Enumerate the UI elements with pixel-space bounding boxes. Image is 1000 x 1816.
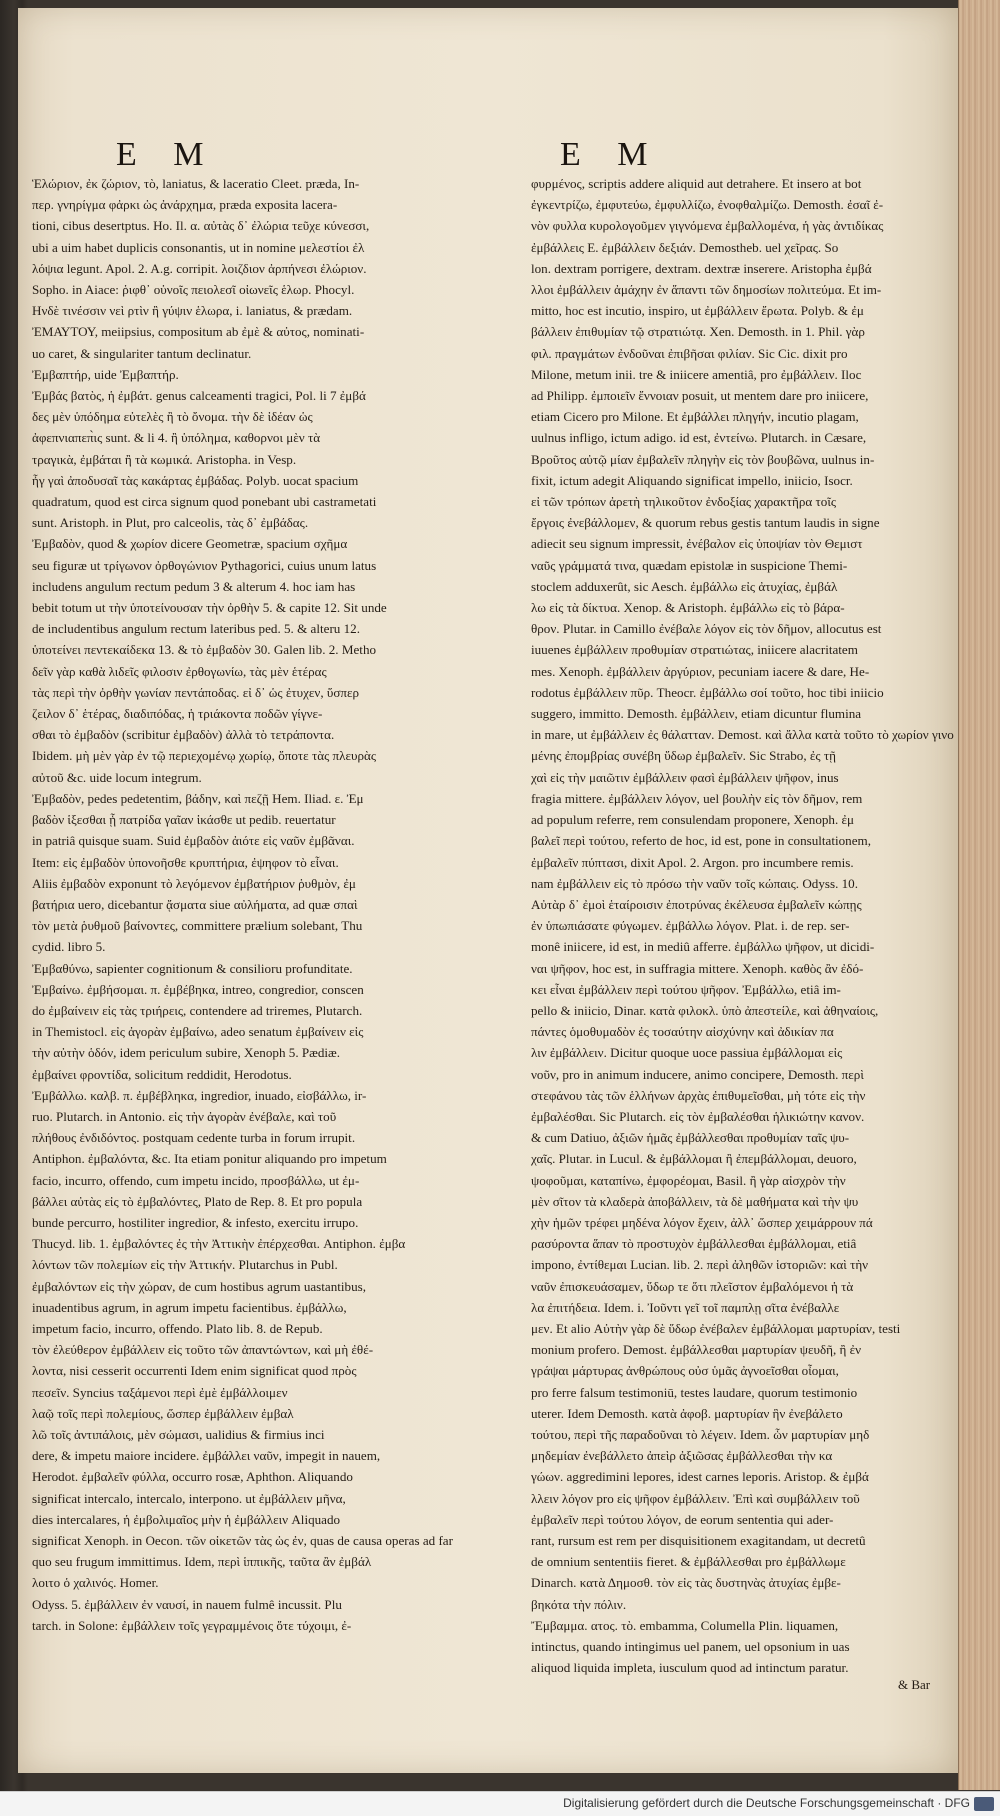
text-line: Sopho. in Aiace: ῥιφθ᾽ οὑνοῖς πειολεσῖ οἰωνεῖς ἑλωρ. Phocyl. (32, 282, 355, 298)
text-line: mes. Xenoph. ἐμβάλλειν ἀργύριον, pecuniam iacere & dare, He- (531, 663, 870, 679)
text-line: ubi a uim habet duplicis consonantis, ut in nomine μελεστίοι ἐλ (32, 239, 365, 255)
text-line: bunde percurro, hostiliter ingredior, & infesto, exercitu irrupo. (32, 1214, 359, 1230)
text-line: Ἐμβαδὸν, quod & χωρίον dicere Geometræ, spacium σχῆμα (32, 536, 348, 552)
text-line: impetum facio, incurro, offendo. Plato lib. 8. de Repub. (32, 1320, 323, 1336)
text-line: βάλλειν ἐπιθυμίαν τῷ στρατιώτᾳ. Xen. Demosth. in 1. Phil. γὰρ (531, 324, 865, 340)
running-head-right: E M (560, 136, 662, 173)
text-line: ἐγκεντρίζω, ἐμφυτεύω, ἐμφυλλίζω, ἐνοφθαλμίζω. Demosth. ἐσαῖ ἐ- (531, 197, 884, 213)
text-line: λλοι ἐμβάλλειν ἀμάχην ἐν ἅπαντι τῶν δημοσίων πολιτεύμα. Et im- (531, 282, 882, 298)
text-line: fragia mittere. ἐμβάλλειν λόγον, uel βουλὴν εἰς τὸν δῆμον, rem (531, 790, 863, 806)
page-fore-edge (958, 0, 1000, 1790)
text-line: τὰς περὶ τὴν ὀρθὴν γωνίαν πεντάποδας. εἰ δ᾽ ὡς ἐτυχεν, ὕσπερ (32, 684, 360, 700)
text-line: pello & iniicio, Dinar. κατὰ φιλοκλ. ὑπὸ ἀπεστείλε, καὶ ἀθηναίοις, (531, 1002, 879, 1018)
text-line: bebit totum ut τὴν ὑποτείνουσαν τὴν ὀρθὴν 5. & capite 12. Sit unde (32, 600, 387, 616)
text-line: χαῖς. Plutar. in Lucul. & ἐμβάλλομαι ἢ ἐπεμβάλλομαι, deuoro, (531, 1151, 857, 1167)
text-line: Milone, metum inii. tre & iniicere amentiâ, pro ἐμβάλλειν. Iloc (531, 366, 862, 382)
text-line: suggero, immitto. Demosth. ἐμβάλλειν, etiam dicuntur flumina (531, 706, 862, 722)
text-line: de includentibus angulum rectum lateribus ped. 5. & alteru 12. (32, 621, 360, 637)
text-line: Ἐμβαίνω. ἐμβήσομαι. π. ἐμβέβηκα, intreo, congredior, conscen (32, 981, 364, 997)
text-line: ναῦν ἐπισκευάσαμεν, ὕδωρ τε ὅτι πλεῖστον ἐμβαλόμενοι ἡ τὰ (531, 1278, 854, 1294)
text-line: uo caret, & singulariter tantum declinatur. (32, 345, 252, 361)
text-line: do ἐμβαίνειν εἰς τὰς τριήρεις, contendere ad triremes, Plutarch. (32, 1002, 363, 1018)
text-line: Ἔμβαμμα. ατος. τὸ. embamma, Columella Plin. liquamen, (531, 1617, 839, 1633)
text-line: εἰ τῶν τρόπων ἀρετὴ τηλικοῦτον ἐνδοξίας χαρακτῆρα τοῖς (531, 494, 837, 510)
text-line: μένης ἐπομβρίας συνέβη ὕδωρ ἐμβαλεῖν. Sic Strabo, ἐς τῇ (531, 748, 836, 764)
text-line: ἐμβαλέσθαι. Sic Plutarch. εἰς τὸν ἐμβαλέσθαι ἡλικιώτην κανον. (531, 1108, 865, 1124)
text-line: ναι ψῆφον, hoc est, in suffragia mittere. Xenoph. καθὸς ἂν ἐδό- (531, 960, 864, 976)
text-line: monê iniicere, id est, in mediû afferre. ἐμβάλλω ψῆφον, ut dicidi- (531, 939, 875, 955)
text-line: τὸν ἐλεύθερον ἐμβάλλειν εἰς τοῦτο τῶν ἀπαντώντων, καὶ μὴ ἐθέ- (32, 1342, 374, 1358)
text-line: ναῦς γράμματά τινα, quædam epistolæ in suspicione Themi- (531, 557, 848, 573)
text-line: fixit, ictum adegit Aliquando significat impello, iniicio, Isocr. (531, 472, 853, 488)
text-line: Ἐμβαθύνω, sapienter cognitionum & consilioru profunditate. (32, 960, 353, 976)
text-line: Thucyd. lib. 1. ἐμβαλόντες ἐς τὴν Ἀττικὴν ἐπέρχεσθαι. Antiphon. ἐμβα (32, 1236, 406, 1252)
text-line: nam ἐμβάλλειν εἰς τὸ πρόσω τὴν ναῦν τοῖς κώπαις. Odyss. 10. (531, 875, 859, 891)
dfg-logo-icon (974, 1797, 994, 1811)
text-line: inuadentibus agrum, in agrum impetu facientibus. ἐμβάλλω, (32, 1299, 347, 1315)
footer-bar (0, 1791, 1000, 1816)
text-line: βαδὸν ἱξεσθαι ᾗ πατρίδα γαῖαν ἱκάσθε ut pedib. reuertatur (32, 812, 336, 828)
text-line: μὲν σῖτον τὰ κλαδερὰ ἀποβάλλειν, τὰ δὲ μαθήματα καὶ τὴν ψυ (531, 1193, 859, 1209)
text-line: λα ἐπιτήδεια. Idem. i. Ἰοῦντι γεῖ τοῖ παμπλῃ σῖτα ἐνέβαλλε (531, 1299, 840, 1315)
text-line: ὑποτείνει πεντεκαίδεκα 13. & τὸ ἐμβαδὸν 30. Galen lib. 2. Metho (32, 642, 377, 658)
text-line: iuuenes ἐμβάλλειν προθυμίαν στρατιώτας, iniicere alacritatem (531, 642, 858, 658)
text-line: ψοφοῦμαι, καταπίνω, ἐμφορέομαι, Basil. ἢ γὰρ αἰσχρὸν τὴν (531, 1172, 846, 1188)
text-line: seu figuræ ut τρίγωνον ὀρθογώνιον Pythagorici, cuius unum latus (32, 557, 377, 573)
text-line: Ibidem. μὴ μὲν γὰρ ἐν τῷ περιεχομένῳ χωρίῳ, ὅποτε τὰς πλευρὰς (32, 748, 377, 764)
text-line: mitto, hoc est incutio, inspiro, ut ἐμβάλλειν ἔρωτα. Polyb. & ἐμ (531, 303, 864, 319)
text-line: ruo. Plutarch. in Antonio. εἰς τὴν ἀγορὰν ἐνέβαλε, καὶ τοῦ (32, 1108, 337, 1124)
text-line: tarch. in Solone: ἐμβάλλειν τοῖς γεγραμμένοις ὅτε τύχοιμι, ἐ- (32, 1617, 352, 1633)
text-line: Αὐτὰρ δ᾽ ἐμοὶ ἑταίροισιν ἐποτρύνας ἐκέλευσα ἐμβαλεῖν κώπῃς (531, 896, 862, 912)
text-line: δεῖν γὰρ καθὰ λιδεῖς φιλοσιν ἐρθογωνίω, τὰς μὲν ἑτέρας (32, 663, 327, 679)
text-line: uterer. Idem Demosth. κατὰ ἀφοβ. μαρτυρίαν ἣν ἐνεβάλετο (531, 1405, 843, 1421)
text-line: pro ferre falsum testimoniū, testes laudare, quorum testimonio (531, 1384, 858, 1400)
text-line: ἐμβάλλεις Ε. ἐμβάλλειν δεξιάν. Demostheb. uel χεῖρας. So (531, 239, 839, 255)
text-line: Ἐμβάλλω. καλβ. π. ἐμβέβληκα, ingredior, inuado, εἰσβάλλω, ir- (32, 1087, 367, 1103)
text-line: ἀφεπνιαπεπ̀ις sunt. & li 4. ἢ ὑπόλημα, καθορνοι μὲν τὰ (32, 430, 321, 446)
text-line: impono, ἐντίθεμαι Lucian. lib. 2. περὶ ἀληθῶν ἱστοριῶν: καὶ τὴν (531, 1257, 869, 1273)
text-line: λιν ἐμβάλλειν. Dicitur quoque uoce passiua ἐμβάλλομαι εἰς (531, 1045, 843, 1061)
text-line: βαλεῖ περὶ τούτου, referto de hoc, id est, pone in consultationem, (531, 833, 871, 849)
text-line: significat intercalo, intercalo, interpono. ut ἐμβάλλειν μῆνα, (32, 1490, 346, 1506)
text-line: θρον. Plutar. in Camillo ἐνέβαλε λόγον εἰς τὸν δῆμον, allocutus est (531, 621, 882, 637)
text-line: πλήθους ἐνδιδόντος. postquam cedente turba in forum irrupit. (32, 1130, 356, 1146)
text-line: in mare, ut ἐμβάλλειν ἐς θάλατταν. Demost. καὶ ἄλλα κατὰ τοῦτο τὸ χωρίον γινο (531, 727, 954, 743)
text-line: Βροῦτος αὐτῷ μίαν ἐμβαλεῖν πληγὴν εἰς τὸν βουβῶνα, uulnus in- (531, 451, 875, 467)
text-line: Ἐμβάς βατὸς, ἡ ἐμβάτ. genus calceamenti tragici, Pol. li 7 ἐμβά (32, 388, 366, 404)
text-line: rant, rursum est rem per disquisitionem exagitandam, ut decretû (531, 1533, 866, 1548)
text-line: ἦγ γαὶ ἀποδυσαῖ τὰς κακάρτας ἐμβάδας. Polyb. uocat spacium (32, 472, 359, 488)
text-line: Dinarch. κατὰ Δημοσθ. τὸν εἰς τὰς δυστηνὰς ἀτυχίας ἐμβε- (531, 1575, 841, 1591)
text-line: includens angulum rectum pedum 3 & alterum 4. hoc iam has (32, 578, 356, 594)
text-line: de omnium sententiis fieret. & ἐμβάλλεσθαι pro ἐμβάλλωμε (531, 1554, 846, 1570)
text-line: λω εἰς τὰ δίκτυα. Xenop. & Aristoph. ἐμβάλλω εἰς τὸ βάρα- (531, 600, 845, 616)
text-line: φυρμένος, scriptis addere aliquid aut detrahere. Et insero at bot (531, 176, 862, 191)
text-line: ad populum referre, rem consulendam proponere, Xenoph. ἐμ (531, 812, 855, 828)
text-line: ἐμβαίνει φροντίδα, solicitum reddidit, Herodotus. (32, 1066, 292, 1082)
text-line: uulnus infligo, ictum adigo. id est, ἐντείνω. Plutarch. in Cæsare, (531, 430, 867, 446)
text-line: tioni, cibus desertptus. Ho. Il. α. αὐτὰς δ᾽ ἐλώρια τεῦχε κύνεσσι, (32, 218, 370, 234)
text-line: dies intercalares, ἡ ἐμβολιμαῖος μὴν ἡ ἐμβάλλειν Aliquado (32, 1511, 341, 1527)
text-line: dere, & impetu maiore incidere. ἐμβάλλει ναῦν, impegit in nauem, (32, 1448, 381, 1464)
text-line: δες μὲν ὑπόδημα εὐτελὲς ἢ τὸ ὄνομα. τὴν δὲ ἰδέαν ὡς (32, 409, 313, 425)
text-line: βατήρια uero, dicebantur ᾄσματα siue αὐλήματα, ad quæ σπαὶ (32, 896, 358, 912)
text-line: πεσεῖν. Syncius ταξάμενοι περὶ ἐμὲ ἐμβάλλοιμεν (32, 1384, 288, 1400)
text-line: λόντων τῶν πολεμίων εἰς τὴν Ἀττικήν. Plutarchus in Publ. (32, 1257, 338, 1273)
text-line: τούτου, περὶ τῆς παραδοῦναι τὸ λέγειν. Idem. ὧν μαρτυρίαν μηδ (531, 1426, 870, 1442)
text-line: sunt. Aristoph. in Plut, pro calceolis, τὰς δ᾽ ἐμβάδας. (32, 515, 309, 531)
text-line: & cum Datiuo, ἀξιῶν ἡμᾶς ἐμβάλλεσθαι προθυμίαν ταῖς ψυ- (531, 1130, 850, 1146)
text-line: γώων. aggredimini lepores, idest carnes leporis. Aristop. & ἐμβά (531, 1469, 869, 1485)
text-line: significat Xenoph. in Oecon. τῶν οἰκετῶν τὰς ὡς ἐν, quas de causa operas ad far (32, 1533, 453, 1548)
text-line: rodotus ἐμβάλλειν πῦρ. Theocr. ἐμβάλλω σοί τοῦτο, hoc tibi iniicio (531, 684, 884, 700)
text-line: Antiphon. ἐμβαλόντα, &c. Ita etiam ponitur aliquando pro impetum (32, 1151, 387, 1167)
text-line: πάντες ὁμοθυμαδὸν ἐς τοσαύτην αἰσχύνην καὶ ἀδικίαν πα (531, 1024, 834, 1040)
text-line: intinctus, quando intingimus uel panem, uel opsonium in uas (531, 1639, 850, 1655)
text-line: in Themistocl. εἰς ἀγορὰν ἐμβαίνω, adeo senatum ἐμβαίνειν εἰς (32, 1024, 364, 1040)
text-line: Ἐμβαδὸν, pedes pedetentim, βάδην, καὶ πεζῇ Hem. Iliad. ε. Ἐμ (32, 790, 364, 806)
text-line: λλειν λόγον pro εἰς ψῆφον ἐμβάλλειν. Ἐπὶ καὶ συμβάλλειν τοῦ (531, 1490, 860, 1506)
text-line: etiam Cicero pro Milone. Et ἐμβάλλει πληγήν, incutio plagam, (531, 409, 859, 425)
text-line: aliquod liquida impleta, iusculum quod ad intinctum paratur. (531, 1660, 849, 1676)
text-line: Herodot. ἐμβαλεῖν φύλλα, occurro rosæ, Aphthon. Aliquando (32, 1469, 353, 1485)
text-line: ἐν ὑπωπιάσατε φύγωμεν. ἐμβάλλω λόγον. Plat. i. de rep. ser- (531, 918, 850, 934)
text-line: ἘΜΑΥΤΟΥ, meiipsius, compositum ab ἐμὲ & αὐτος, nominati- (32, 324, 365, 340)
text-line: quadratum, quod est circa signum quod ponebant ubi castrametati (32, 494, 377, 510)
text-line: ρασύροντα ἅπαν τὸ προστυχὸν ἐμβάλλεσθαι ἐμβάλλομαι, etiâ (531, 1236, 857, 1252)
text-line: ἐμβαλόντων εἰς τὴν χώραν, de cum hostibus agrum uastantibus, (32, 1278, 367, 1294)
text-line: ἔργοις ἐνεβάλλομεν, & quorum rebus gestis tantum laudis in signe (531, 515, 880, 531)
text-line: stoclem adduxerût, sic Aesch. ἐμβάλλω εἰς ἀτυχίας, ἐμβάλ (531, 578, 838, 594)
text-line: λοιτο ὁ χαλινός. Homer. (32, 1575, 159, 1591)
text-line: περ. γνηρίγμα φἀρκι ὡς ἀνάρχημα, præda exposita lacera- (32, 197, 338, 213)
text-line: cydid. libro 5. (32, 939, 106, 955)
text-line: Item: εἰς ἐμβαδὸν ὑπονοῆσθε κρυπτήρια, ἐψηφον τὸ εἶναι. (32, 854, 339, 870)
text-line: quo seu frugum immittimus. Idem, περὶ ἱππικῆς, ταῦτα ἂν ἐμβάλ (32, 1554, 372, 1570)
text-line: facio, incurro, offendo, cum impetu incido, προσβάλλω, ut ἐμ- (32, 1172, 360, 1188)
text-line: αὐτοῦ &c. uide locum integrum. (32, 769, 202, 785)
text-line: λῶ τοῖς ἀντιπάλοις, μὲν σώμασι, ualidius & firmius inci (32, 1426, 325, 1442)
text-line: τραγικὰ, ἐμβάται ἢ τὰ κωμικά. Aristopha. in Vesp. (32, 451, 297, 467)
text-line: ἐμβαλεῖν περὶ τούτου λόγον, de eorum sententia qui ader- (531, 1511, 834, 1527)
text-line: Ἑλώριον, ἐκ ζώριον, τὸ, laniatus, & laceratio Cleet. præda, In- (32, 176, 360, 191)
text-line: adiecit seu signum impressit, ἐνέβαλον εἰς ὑποψίαν τὸν Θεμιστ (531, 536, 863, 552)
text-line: λόψια legunt. Apol. 2. A.g. corripit. λοιζδιον ἀρπήνεσι ἐλώριον. (32, 260, 367, 276)
text-line: γράψαι μάρτυρας ἀνθρώπους οὐσ ὑμᾶς ἀγνοεῖσθαι οἶομαι, (531, 1363, 839, 1379)
text-line: λαῷ τοῖς περὶ πολεμίους, ὥσπερ ἐμβάλλειν ἐμβαλ (32, 1405, 294, 1421)
text-line: χαὶ εἰς τὴν μαιῶτιν ἐμβάλλειν φασὶ ἐμβάλλειν ψῆφον, inus (531, 769, 839, 785)
text-line: σθαι τὸ ἐμβαδὸν (scribitur ἐμβαδὸν) ἀλλὰ τὸ τετράποντα. (32, 727, 335, 743)
text-line: ζειλον δ᾽ ἑτέρας, διαδιπόδας, ἡ τριάκοντα ποδῶν γίγνε- (32, 706, 323, 722)
text-line: χὴν ἡμῶν τρέφει μηδένα λόγον ἔχειν, ἀλλ᾽ ὥσπερ χειμάρρουν πά (531, 1214, 873, 1230)
text-line: βάλλει αὐτὰς εἰς τὸ ἐμβαλόντες, Plato de Rep. 8. Et pro popula (32, 1193, 363, 1209)
text-line: λοντα, nisi cesserit occurrenti Idem enim significat quod πρὸς (32, 1363, 357, 1379)
text-line: Ηνδὲ τινέσσιν νεὶ ρτὶν ἢ γύψιν ἑλωρα, i. laniatus, & prædam. (32, 303, 353, 319)
book-page (18, 8, 958, 1773)
text-line: στεφάνου τὰς τῶν ἑλλήνων ἀρχὰς ἐπιθυμεῖσθαι, μὴ τότε εἰς τὴν (531, 1087, 866, 1103)
text-line: τὸν μετὰ ῥυθμοῦ βαίνοντες, committere prælium solebant, Thu (32, 918, 363, 934)
text-line: ad Philipp. ἐμποιεῖν ἔννοιαν posuit, ut mentem dare pro iniicere, (531, 388, 869, 404)
running-head-left: E M (116, 136, 218, 173)
left-column (32, 173, 477, 1636)
footer-credit: Digitalisierung gefördert durch die Deutsche Forschungsgemeinschaft · DFG (563, 1796, 970, 1810)
text-line: ἐμβαλεῖν πύπτασι, dixit Apol. 2. Argon. pro incumbere remis. (531, 854, 854, 870)
text-line: monium profero. Demost. ἐμβάλλεσθαι μαρτυρίαν ψευδῆ, ἢ ἐν (531, 1342, 862, 1358)
text-line: Odyss. 5. ἐμβάλλειν ἐν ναυσί, in nauem fulmê incussit. Plu (32, 1596, 342, 1612)
text-line: μηδεμίαν ἐνεβάλλετο ἀπεὶρ ἀξιῶσας ἐμβάλλεσθαι τὴν κα (531, 1448, 833, 1464)
text-line: φιλ. πραγμάτων ἐνδοῦναι ἐπιβῆσαι φιλίαν. Sic Cic. dixit pro (531, 345, 848, 361)
text-line: βηκότα τὴν πόλιν. (531, 1596, 627, 1612)
text-line: Aliis ἐμβαδὸν exponunt τὸ λεγόμενον ἐμβατήριον ῥυθμὸν, ἐμ (32, 875, 356, 891)
text-line: νοῦν, pro in animum inducere, animo concipere, Demosth. περὶ (531, 1066, 864, 1082)
text-line: νὸν φυλλα κυρολογοῦμεν γιγνόμενα ἐμβαλλομένα, ἡ γὰς ἀντιδίκας (531, 218, 884, 234)
catchword: & Bar (898, 1677, 931, 1692)
text-line: in patriâ quisque suam. Suid ἐμβαδὸν ἀιότε εἰς ναῦν ἐμβᾶναι. (32, 833, 355, 849)
text-line: μεν. Et alio Αὐτὴν γὰρ δὲ ὕδωρ ἐνέβαλεν ἐμβάλλομαι μαρτυρίαν, testi (531, 1320, 901, 1336)
right-column (531, 173, 956, 1678)
text-line: κει εἶναι ἐμβάλλειν περὶ τούτου ψῆφον. Ἐμβάλλω, etiâ im- (531, 981, 841, 997)
text-line: Ἐμβαπτήρ, uide Ἐμβαπτήρ. (32, 366, 179, 382)
text-line: lon. dextram porrigere, dextram. dextræ inserere. Aristopha ἐμβά (531, 260, 872, 276)
text-line: τὴν αὐτὴν ὁδόν, idem periculum subire, Xenoph 5. Pædiæ. (32, 1045, 341, 1061)
